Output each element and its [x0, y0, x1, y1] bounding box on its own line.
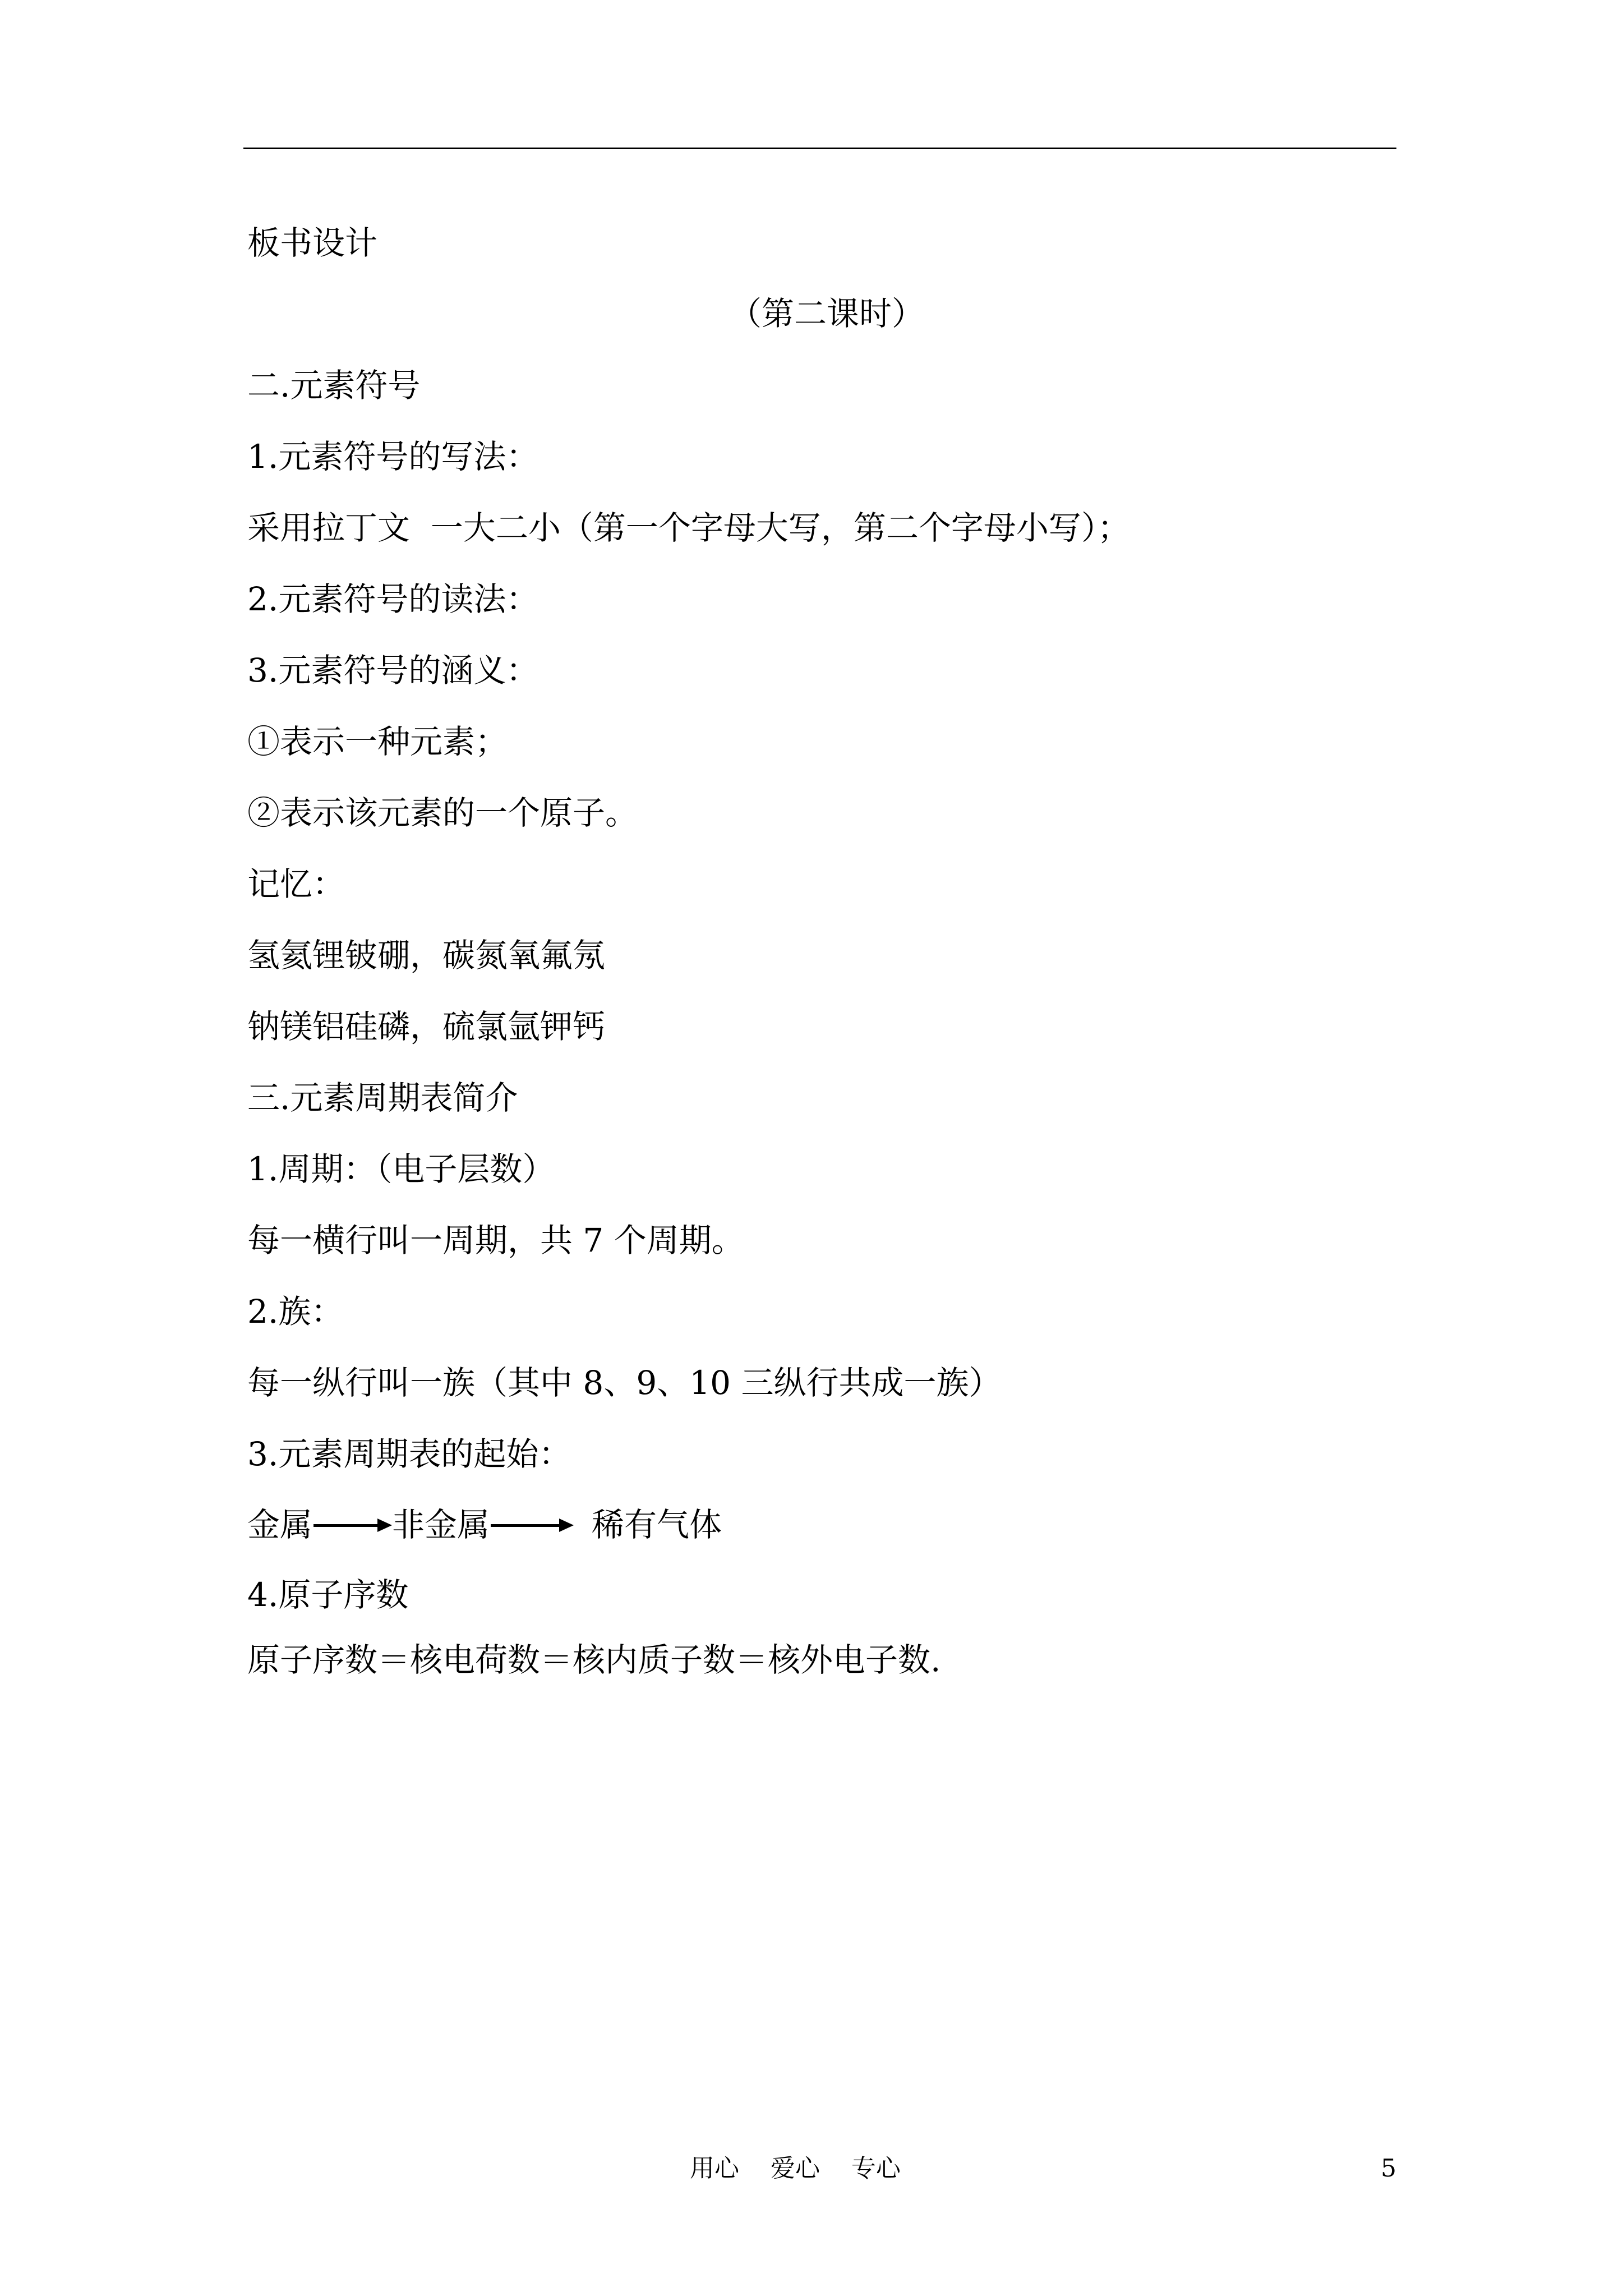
meaning-item-1: ①表示一种元素；: [247, 723, 508, 761]
memory-line-1: 氢氦锂铍硼，碳氮氧氟氖: [247, 936, 606, 974]
board-design-heading: 板书设计: [247, 224, 378, 262]
flow-metal: 金属: [247, 1506, 313, 1544]
memory-heading: 记忆：: [247, 865, 345, 903]
period-heading: 1.周期：（电子层数）: [247, 1150, 555, 1188]
atomic-number-heading: 4.原子序数: [247, 1576, 409, 1614]
symbol-writing-heading: 1.元素符号的写法：: [247, 438, 539, 476]
flow-noble-gas: 稀有气体: [592, 1506, 722, 1544]
period-rule: 每一横行叫一周期，共 7 个周期。: [247, 1221, 744, 1259]
symbol-reading-heading: 2.元素符号的读法：: [247, 580, 539, 618]
page-number: 5: [1381, 2154, 1396, 2183]
section-element-symbols: 二.元素符号: [247, 366, 421, 404]
memory-line-2: 钠镁铝硅磷，硫氯氩钾钙: [247, 1007, 606, 1046]
atomic-number-formula: 原子序数＝核电荷数＝核内质子数＝核外电子数.: [247, 1641, 941, 1679]
header-rule: [243, 148, 1396, 149]
footer-motto: 用心 爱心 专心: [690, 2154, 901, 2183]
flow-nonmetal: 非金属: [392, 1506, 490, 1544]
right-arrow-icon: [490, 1505, 574, 1544]
table-start-heading: 3.元素周期表的起始：: [247, 1435, 571, 1473]
group-rule: 每一纵行叫一族（其中 8、9、10 三纵行共成一族）: [247, 1364, 1002, 1402]
right-arrow-icon: [312, 1505, 392, 1544]
lesson-label: （第二课时）: [729, 295, 925, 333]
group-heading: 2.族：: [247, 1292, 344, 1331]
symbol-writing-rule: 采用拉丁文 一大二小（第一个字母大写，第二个字母小写）；: [247, 509, 1130, 547]
symbol-meaning-heading: 3.元素符号的涵义：: [247, 651, 539, 689]
section-periodic-table: 三.元素周期表简介: [247, 1079, 518, 1117]
meaning-item-2: ②表示该元素的一个原子。: [247, 794, 638, 832]
element-order-flow: [247, 1505, 722, 1544]
